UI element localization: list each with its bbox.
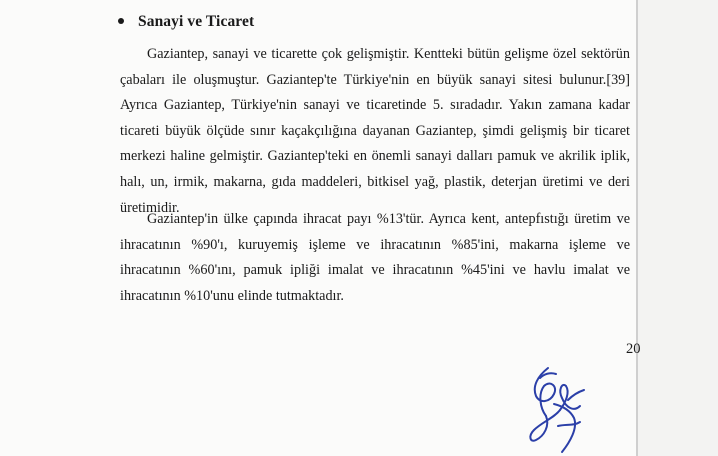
paragraph-industry: Gaziantep, sanayi ve ticarette çok gelişmiştir. Kentteki bütün gelişme özel sektörün çabaları ile oluşmuştur. Gaziantep'te Türkiye'nin en büyük sanayi sitesi bulunur.[39] Ayrıca Gaziantep, Türkiye'nin sanayi ve ticaretinde 5. sıradadır. Yakın zamana kadar ticareti büyük ölçüde sınır kaçakçılığına dayanan Gaziantep, şimdi gelişmiş bir ticaret merkezi haline gelmiştir. Gaziantep'teki en önemli sanayi dalları pamuk ve akrilik iplik, halı, un, irmik, makarna, gıda maddeleri, bitkisel yağ, plastik, deterjan üretimi ve deri üretimidir. [120,46,630,216]
signature-icon [510,356,620,456]
bullet-icon [118,18,124,24]
section-heading-text: Sanayi ve Ticaret [138,13,255,30]
page-edge-line [636,0,638,456]
page-edge-shadow [638,0,718,456]
page-number: 20 [626,341,641,357]
section-heading [118,13,254,31]
paragraph-export: Gaziantep'in ülke çapında ihracat payı %13'tür. Ayrıca kent, antepfıstığı üretim ve ihracatının %90'ı, kuruyemiş işleme ve ihracatının %85'ini, makarna işleme ve ihracatının %60'ını, pamuk ipliği imalat ve ihracatının %45'ini ve havlu imalat ve ihracatının %10'unu elinde tutmaktadır. [120,211,630,304]
